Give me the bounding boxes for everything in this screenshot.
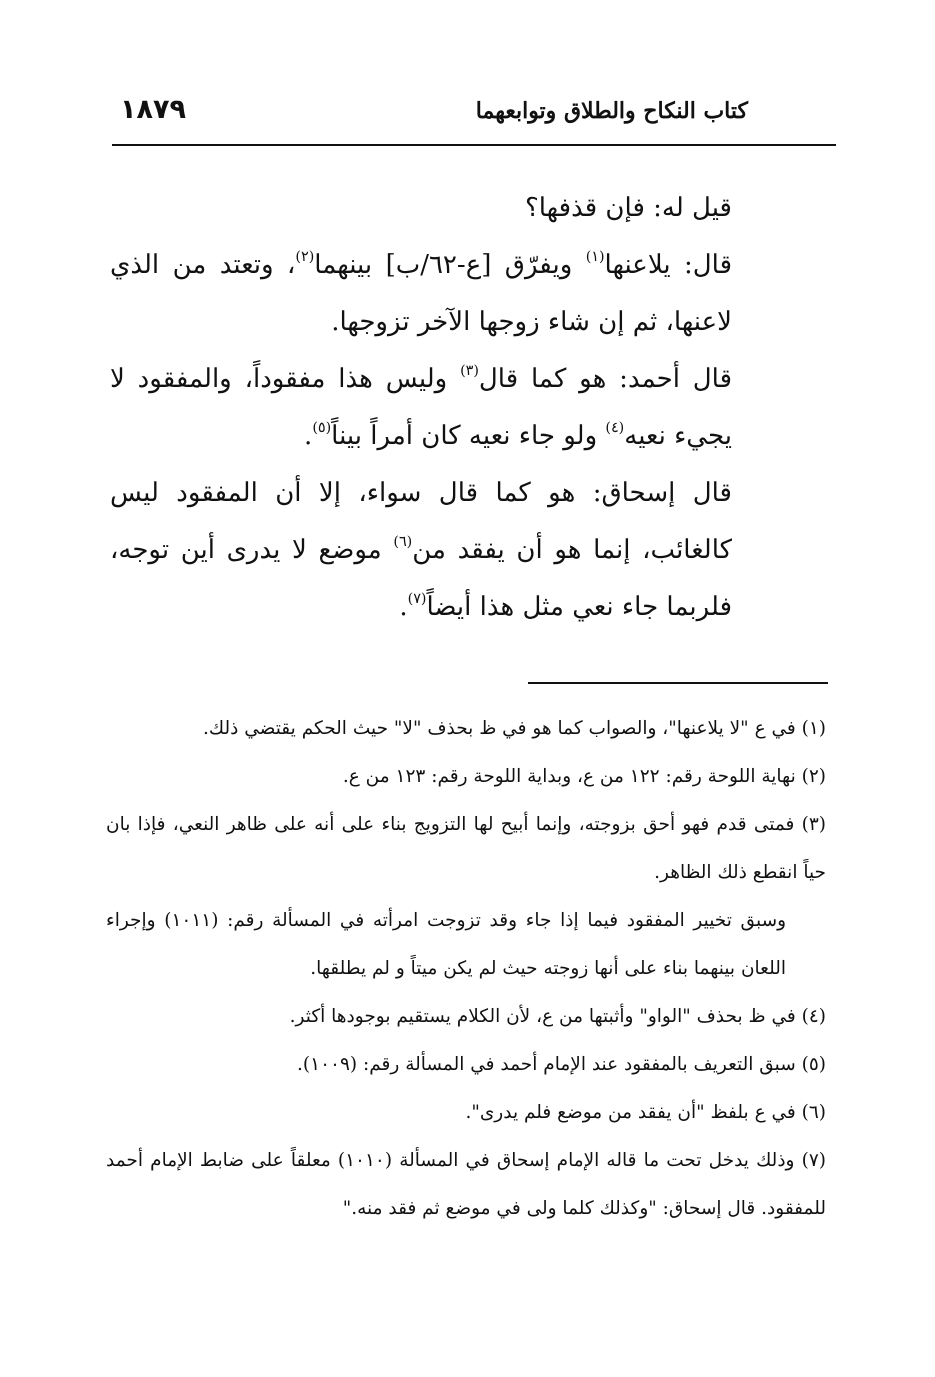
question-text: قيل له: فإن قذفها؟ <box>524 193 732 223</box>
paragraph-question <box>110 180 732 237</box>
main-text <box>110 180 732 636</box>
footnote-5: (٥) سبق التعريف بالمفقود عند الإمام أحمد في المسألة رقم: (١٠٠٩). <box>297 1054 826 1075</box>
footnote-ref: (٤) <box>605 419 625 436</box>
footnote-1: (١) في ع "لا يلاعنها"، والصواب كما هو في ظ بحذف "لا" حيث الحكم يقتضي ذلك. <box>203 718 826 739</box>
paragraph-answer <box>110 237 732 351</box>
text-span: وليس هذا مفقوداً، والمفقود لا يجيء نعيه <box>110 364 732 451</box>
footnote-separator <box>528 682 828 684</box>
footnote-3: (٣) فمتى قدم فهو أحق بزوجته، وإنما أبيح لها التزويج بناء على أنه على ظاهر النعي، فإذا بان حياً انقطع ذلك الظاهر. <box>106 814 827 883</box>
text-span: قال: يلاعنها <box>604 250 733 280</box>
footnote-2: (٢) نهاية اللوحة رقم: ١٢٢ من ع، وبداية اللوحة رقم: ١٢٣ من ع. <box>342 766 826 787</box>
running-header <box>112 88 836 146</box>
page-number: ١٨٧٩ <box>120 94 186 125</box>
footnote-ref: (٦) <box>393 533 413 550</box>
text-span: ، وتعتد من الذي لاعنها، ثم إن شاء زوجها الآخر تزوجها. <box>110 250 732 337</box>
text-span: . <box>399 592 408 622</box>
text-span: ويفرّق [ع-٦٢/ب] بينهما <box>314 250 586 280</box>
footnote-ref: (٣) <box>460 362 479 379</box>
text-span: قال إسحاق: هو كما قال سواء، إلا أن المفقود ليس كالغائب، إنما هو أن يفقد من <box>110 478 732 565</box>
footnote-7: (٧) وذلك يدخل تحت ما قاله الإمام إسحاق في المسألة (١٠١٠) معلقاً على ضابط الإمام أحمد للمفقود. قال إسحاق: "وكذلك كلما ولى في موضع ثم فقد منه." <box>106 1150 826 1219</box>
footnote-ref: (١) <box>585 248 605 265</box>
header-title: كتاب النكاح والطلاق وتوابعهما <box>475 98 748 124</box>
footnotes <box>106 705 826 1233</box>
footnote-ref: (٢) <box>295 248 315 265</box>
paragraph-ahmad <box>110 351 732 465</box>
text-span: ولو جاء نعيه كان أمراً بيناً <box>331 421 606 451</box>
footnote-ref: (٧) <box>407 590 427 607</box>
footnote-ref: (٥) <box>312 419 332 436</box>
text-span: موضع لا يدرى أين توجه، فلربما جاء نعي مثل هذا أيضاً <box>110 535 732 622</box>
text-span: قال أحمد: هو كما قال <box>478 364 733 394</box>
paragraph-ishaq <box>110 465 732 636</box>
text-span: . <box>304 421 313 451</box>
footnote-3-continuation: وسبق تخيير المفقود فيما إذا جاء وقد تزوجت امرأته في المسألة رقم: (١٠١١) وإجراء اللعان بينهما بناء على أنها زوجته حيث لم يكن ميتاً و لم يطلقها. <box>106 910 787 979</box>
footnote-6: (٦) في ع بلفظ "أن يفقد من موضع فلم يدرى". <box>465 1102 826 1123</box>
footnote-4: (٤) في ظ بحذف "الواو" وأثبتها من ع، لأن الكلام يستقيم بوجودها أكثر. <box>289 1006 826 1027</box>
